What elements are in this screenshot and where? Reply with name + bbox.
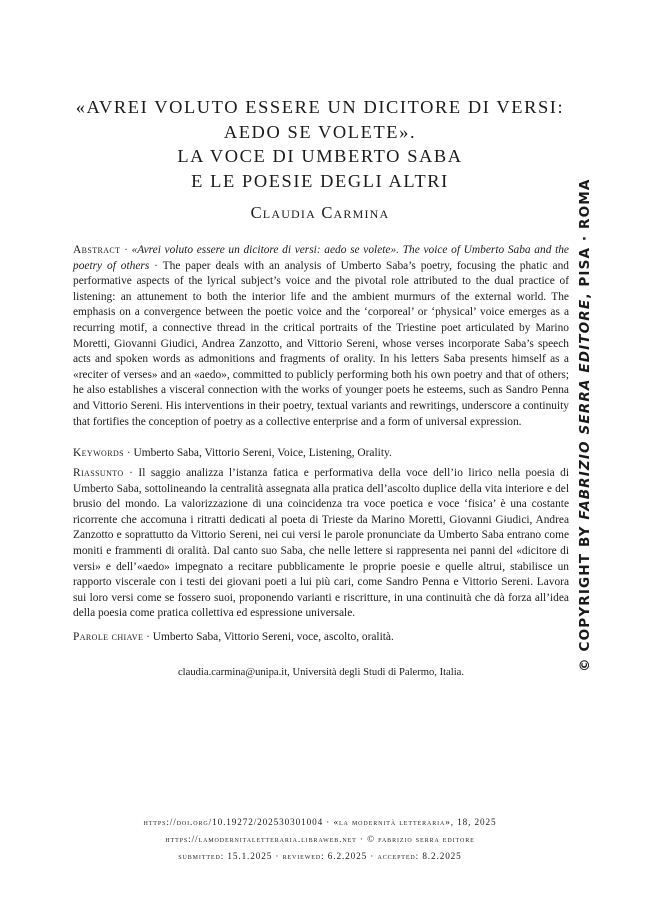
title-line-2: AEDO SE VOLETE». [223, 121, 417, 142]
author-name: Claudia Carmina [250, 203, 390, 222]
footer-dates-line: submitted: 15.1.2025 · reviewed: 6.2.2025 · accepted: 8.2.2025 [178, 851, 462, 861]
article-title [40, 95, 600, 193]
title-line-4: E LE POESIE DEGLI ALTRI [191, 170, 449, 191]
title-line-3: LA VOCE DI UMBERTO SABA [177, 146, 463, 166]
parole-chiave-text: Umberto Saba, Vittorio Sereni, voce, ascolto, oralità. [152, 631, 394, 643]
author-contact: claudia.carmina@unipa.it, Università degli Studi di Palermo, Italia. [177, 667, 464, 678]
keywords-separator: · [123, 447, 134, 459]
parole-chiave-separator: · [143, 631, 153, 643]
copyright-prefix: COPYRIGHT BY [577, 519, 593, 658]
keywords-english [73, 446, 569, 462]
keywords-italian [73, 630, 569, 646]
copyright-suffix: , PISA · ROMA [577, 178, 593, 299]
riassunto-text: Il saggio analizza l’istanza fatica e performativa della voce dell’io lirico nella poesia di Umberto Saba, sottolineando la centralità assegnata alla pratica dell’ascolto duplice della vita interiore e del brusio del mondo. La valorizzazione di una coincidenza tra voce poetica e voce ‘fisica’ è una costante ricorrente che accomuna i ritratti dedicati al poeta di Trieste da Marino Moretti, Giovanni Giudici, Andrea Zanzotto e soprattutto da Vittorio Sereni, nei cui versi le parole pronunciate da Umberto Saba entrano come moniti e frammenti di oralità. Dal canto suo Saba, che nelle lettere si rappresenta nei panni del «dicitore di versi» e dell’«aedo» impegnato a recitare pubblicamente le proprie poesie e quelle altrui, stabilisce un rapporto viscerale con i testi dei giovani poeti a lui più cari, come Sandro Penna e Vittorio Sereni. Lavora sui loro versi come se fossero suoi, proponendo varianti e riscritture, in una continuità che dà forza all’idea della poesia come pratica collettiva ed espressione universale. [73, 467, 569, 620]
keywords-label: Keywords [73, 447, 124, 459]
riassunto-paragraph [73, 466, 569, 622]
copyright-publisher: FABRIZIO SERRA EDITORE [577, 298, 593, 520]
keywords-text: Umberto Saba, Vittorio Sereni, Voice, Listening, Orality. [133, 447, 392, 459]
abstract-english-title: «Avrei voluto essere un dicitore di versi: aedo se volete». The voice of Umberto Saba and the poetry of others [73, 244, 569, 272]
abstract-paragraph [73, 243, 569, 430]
footer-doi-line: https://doi.org/10.19272/202530301004 · «la modernità letteraria», 18, 2025 [143, 817, 497, 827]
riassunto-separator: · [123, 467, 139, 479]
parole-chiave-label: Parole chiave [73, 631, 144, 643]
footer-website-line: https://lamodernitaletteraria.libraweb.net · © fabrizio serra editore [165, 834, 475, 844]
copyright-vertical-notice [577, 179, 593, 673]
copyright-symbol: © [577, 657, 593, 672]
title-line-1: «AVREI VOLUTO ESSERE UN DICITORE DI VERSI: [75, 97, 565, 117]
abstract-separator: · [120, 244, 132, 256]
abstract-text: · The paper deals with an analysis of Umberto Saba’s poetry, focusing the phatic and performative aspects of the lyrical subject’s voice and the pivotal role attributed to the dual practice of listening: an attunement to both the interior life and the ambient murmurs of the external world. The emphasis on a convergence between the poetic voice and the ‘corporeal’ or ‘physical’ voice emerges as a recurring motif, a connective thread in the critical portraits of the Triestine poet articulated by Marino Moretti, Giovanni Giudici, Andrea Zanzotto, and Vittorio Sereni, whose verses incorporate Saba’s speech acts and spoken words as admonitions and fragments of orality. In his letters Saba presents himself as a «reciter of verses» and an «aedo», committed to publicly performing both his own poetry and that of others; he also establishes a visceral connection with the works of younger poets he esteems, such as Sandro Penna and Vittorio Sereni. His interventions in their poetry, textual variants and rewritings, underscore a continuity that fortifies the conception of poetry as a collective enterprise and a form of universal expression. [73, 259, 569, 428]
abstract-label: Abstract [73, 244, 121, 256]
riassunto-label: Riassunto [73, 467, 124, 479]
